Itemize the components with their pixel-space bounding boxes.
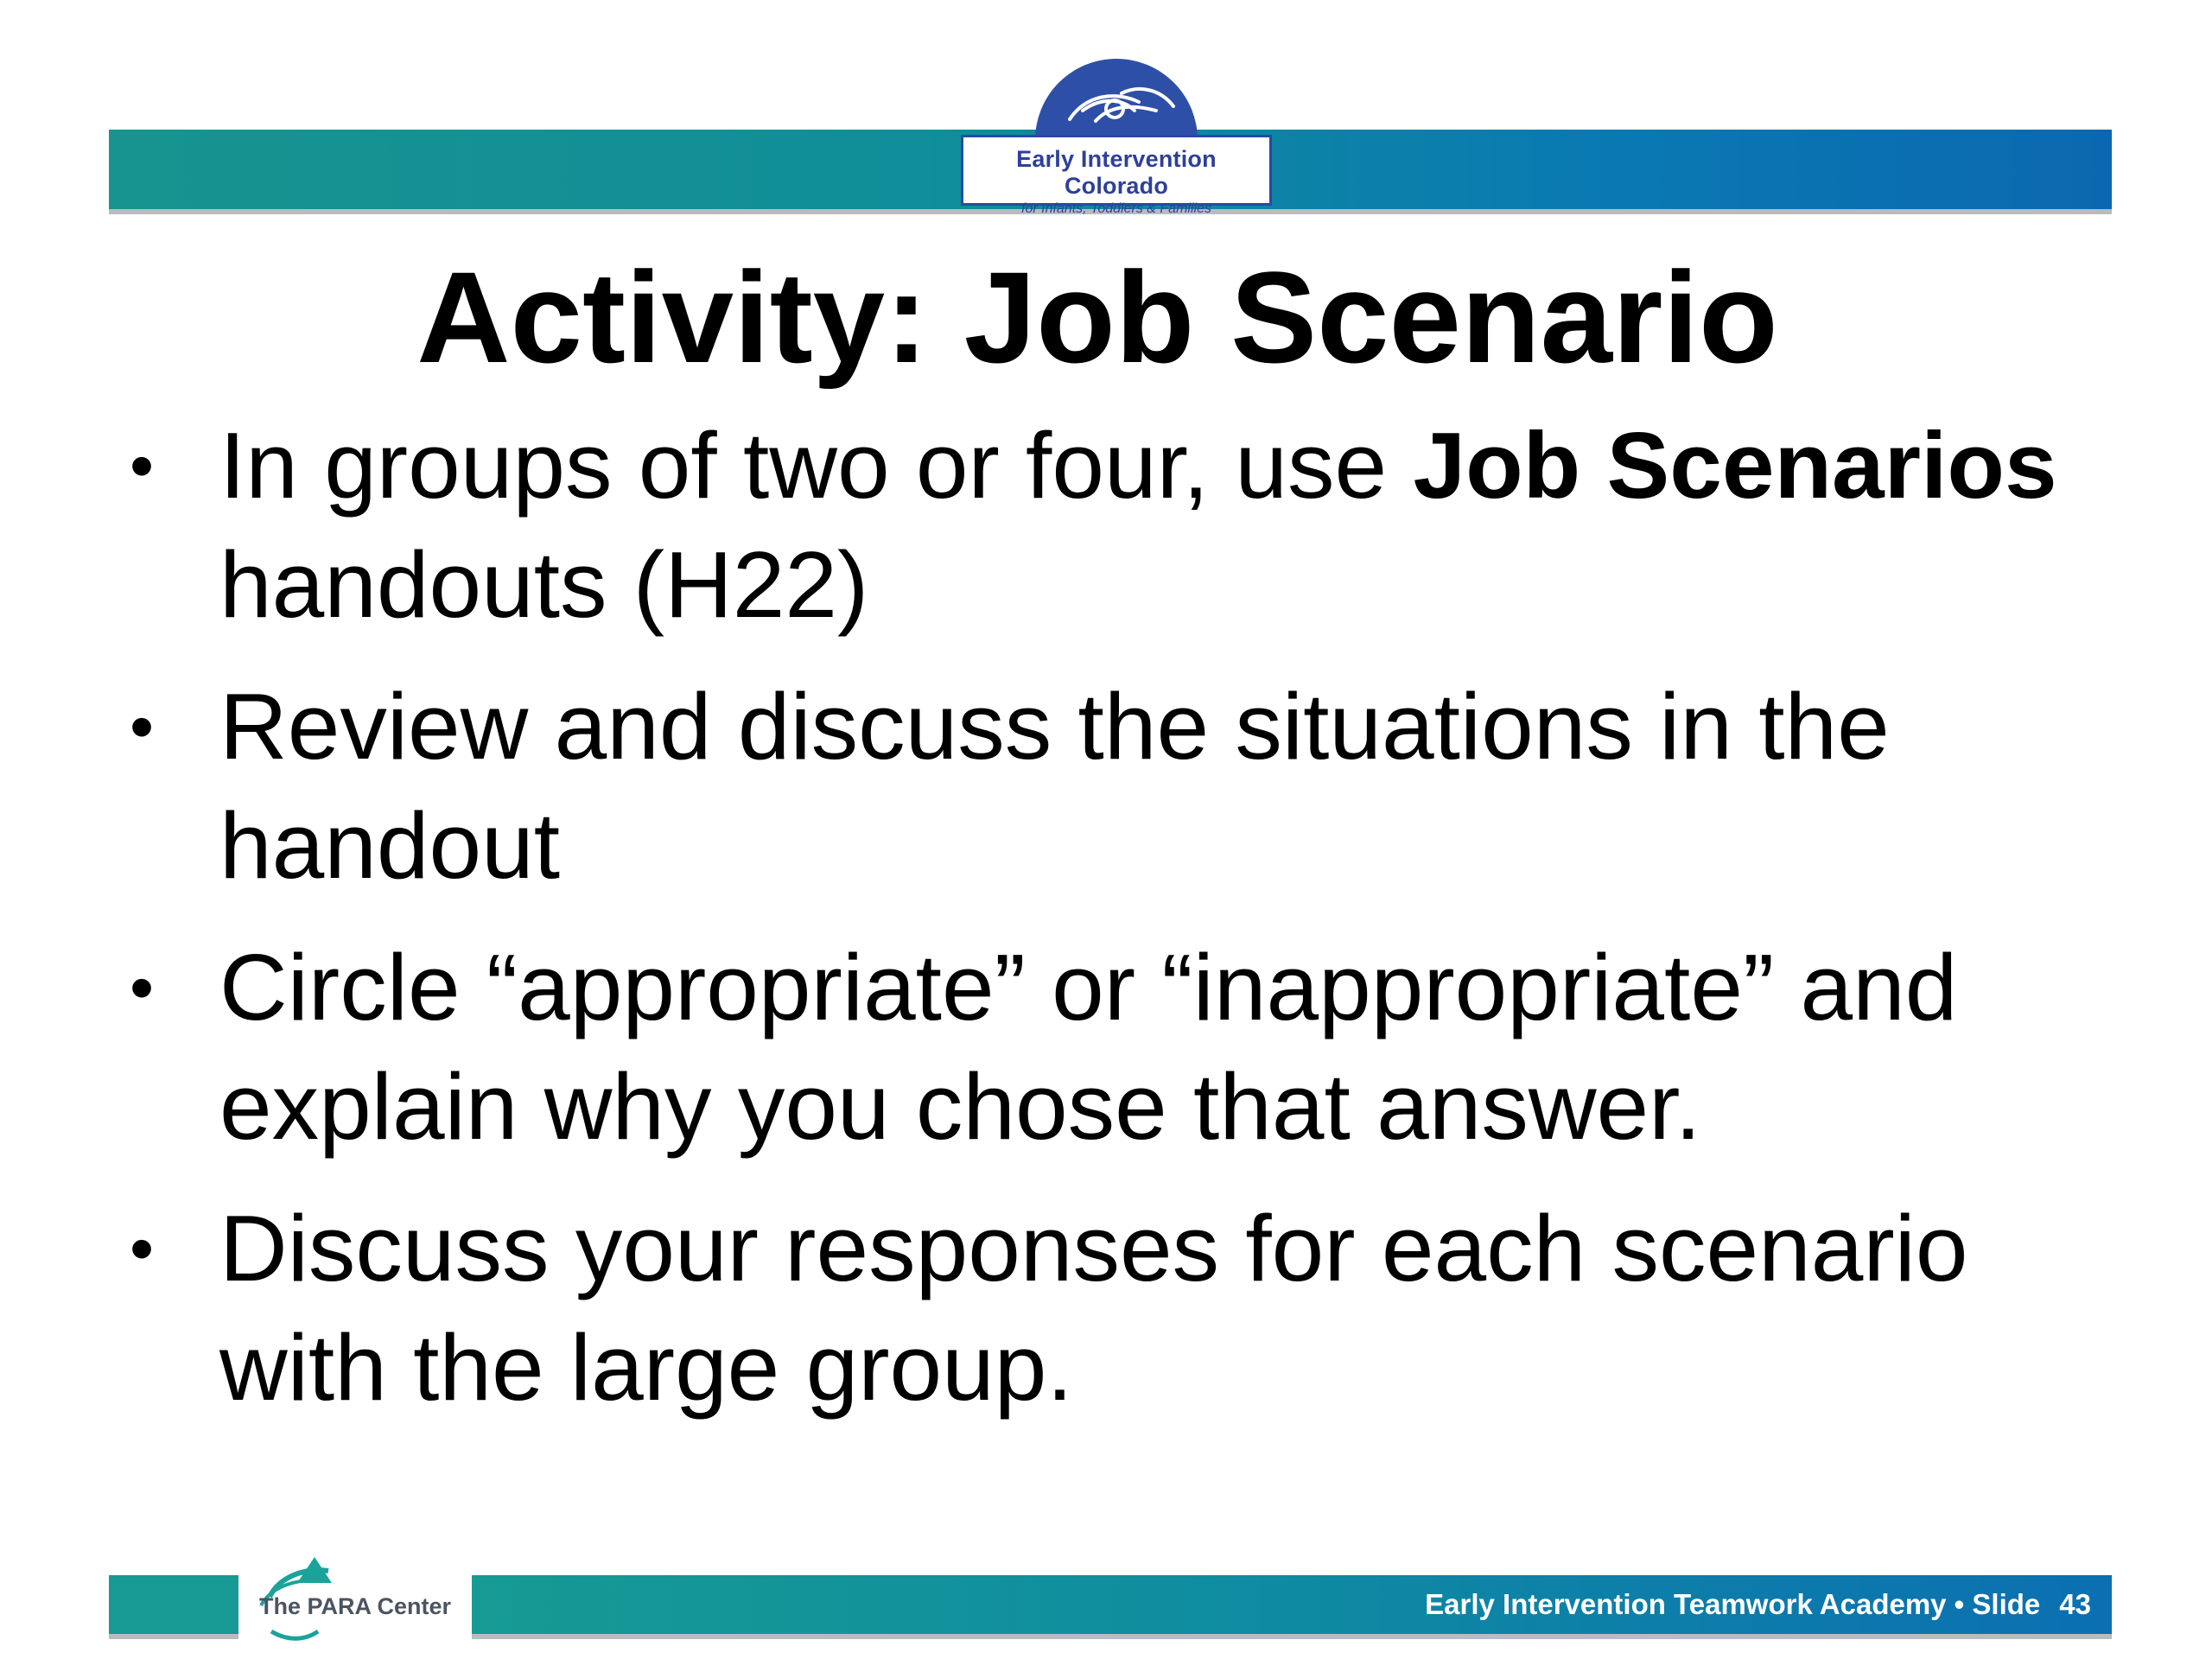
bullet-text-bold: Job Scenarios [1413,413,2057,518]
bullet-dot: • [130,688,155,765]
bullet-item [130,928,2117,1166]
bullet-text-post: handouts (H22) [219,532,869,638]
footer-academy-text: Early Intervention Teamwork Academy • Slide [1425,1588,2041,1620]
bullet-text: Discuss your responses for each scenario with the large group. [219,1196,1968,1421]
bullet-dot: • [130,427,155,504]
footer-band [472,1575,2112,1639]
bullet-item [130,667,2117,906]
logo-name: Early Intervention Colorado [1016,146,1217,199]
slide-number: 43 [2059,1588,2091,1620]
bullet-text-pre: In groups of two or four, use [219,413,1414,518]
slide-title: Activity: Job Scenario [416,245,1778,390]
bullet-text: Review and discuss the situations in the handout [219,674,1890,899]
footer-caption [1425,1575,2091,1634]
early-intervention-colorado-logo [961,59,1272,216]
bullet-dot: • [130,949,155,1026]
bullet-item [130,406,2117,645]
para-center-logo [245,1545,467,1645]
bullet-dot: • [130,1210,155,1287]
bullet-list [130,406,2117,1450]
hands-emblem-icon [1035,59,1198,140]
logo-tagline: for Infants, Toddlers & Families [1021,201,1211,216]
footer-band-left [109,1575,238,1639]
bullet-item [130,1189,2117,1427]
para-center-label: The PARA Center [259,1593,452,1619]
bullet-text: Circle “appropriate” or “inappropriate” and explain why you chose that answer. [219,935,1958,1160]
logo-plate [961,135,1272,216]
